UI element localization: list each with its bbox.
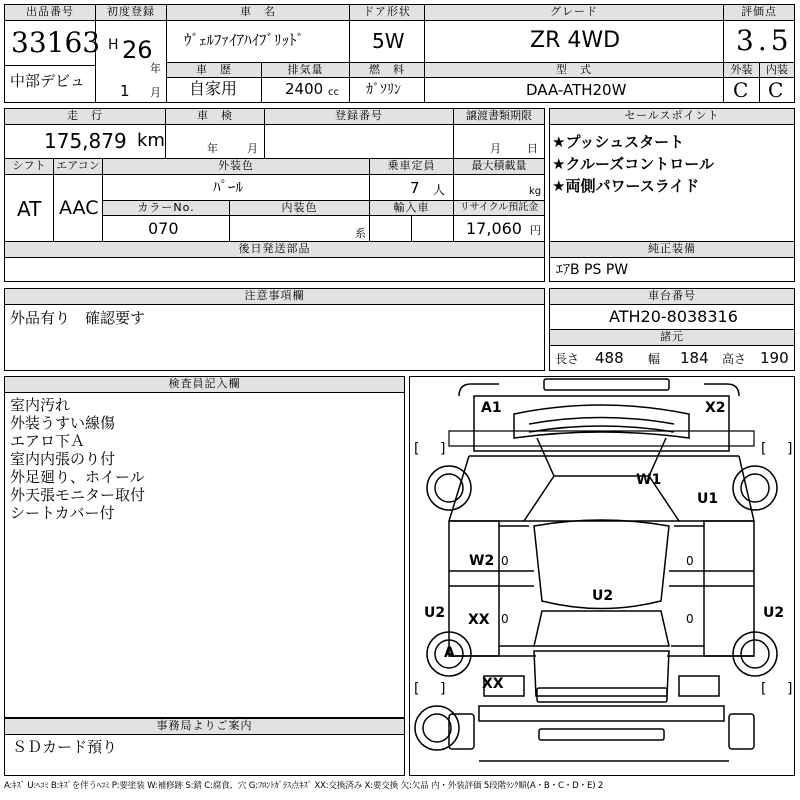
registration-number-cell [264, 124, 454, 159]
zero-mark-2: 0 [686, 554, 694, 568]
lot-number-label: 出品番号 [4, 4, 96, 21]
doors-label: ドア形状 [349, 4, 425, 21]
damage-mark-x2: X2 [705, 400, 726, 416]
length-label: 長さ [555, 352, 580, 366]
aircon: AAC [59, 197, 99, 219]
mileage: 175,879 [44, 129, 127, 153]
exterior-score-label: 外装 [723, 62, 760, 78]
doors: 5W [372, 29, 405, 53]
import-cell-right [411, 215, 454, 242]
registration-month: 1 [120, 82, 130, 100]
office-label: 事務局よりご案内 [4, 718, 405, 735]
car-body-outline [449, 379, 754, 761]
inspector-note-line: エアロ下Ａ [10, 432, 86, 450]
exterior-color-label: 外装色 [102, 158, 370, 175]
interior-color-cell [229, 215, 370, 242]
inspector-note-line: シートカバー付 [10, 504, 115, 522]
bracket-close-1: ] [440, 441, 446, 457]
interior-color-unit: 系 [355, 227, 366, 240]
zero-mark-3: 0 [501, 612, 509, 626]
displacement: 2400 [285, 80, 324, 98]
interior-color-label: 内装色 [229, 200, 370, 216]
era: H [108, 37, 119, 53]
exterior-color: ﾊﾟｰﾙ [213, 178, 244, 196]
car-outline-diagram [409, 376, 795, 776]
mileage-label: 走 行 [4, 108, 166, 125]
bracket-close-2: ] [787, 441, 793, 457]
shift: AT [17, 197, 42, 221]
sales-point-item: ★プッシュスタート [552, 133, 685, 151]
width: 184 [680, 349, 709, 367]
lot-number: 33163 [11, 26, 101, 59]
wheel-rear-right [733, 632, 777, 676]
color-number-label: カラーNo. [102, 200, 230, 216]
displacement-label: 排気量 [261, 62, 350, 78]
damage-mark-xx-lower: XX [482, 676, 504, 692]
equipment: ｴｱB PS PW [556, 262, 629, 278]
capacity-unit: 人 [433, 183, 446, 197]
fuel-label: 燃 料 [349, 62, 425, 78]
height-label: 高さ [722, 352, 747, 366]
height: 190 [760, 349, 789, 367]
inspector-label: 検査員記入欄 [4, 376, 405, 393]
inspector-note-line: 室内汚れ [10, 396, 71, 414]
fuel: ｶﾞｿﾘﾝ [366, 82, 401, 98]
model-code-label: 型 式 [424, 62, 724, 78]
zero-mark-1: 0 [501, 554, 509, 568]
inspector-note-line: 室内内張のり付 [10, 450, 116, 468]
inspector-notes [10, 396, 145, 522]
history: 自家用 [189, 79, 238, 98]
inspection-month-unit: 月 [247, 142, 258, 155]
wheel-front-right [733, 466, 777, 510]
car-name-label: 車 名 [166, 4, 350, 21]
damage-mark-u1: U1 [697, 491, 719, 507]
zero-mark-4: 0 [686, 612, 694, 626]
notes: 外品有り 確認要す [10, 309, 146, 327]
car-name: ｳﾞｪﾙﾌｧｲｱﾊｲﾌﾞﾘｯﾄﾞ [184, 31, 305, 49]
bracket-open-4: [ [761, 681, 767, 697]
transfer-month-unit: 月 [490, 142, 501, 155]
grade-label: グレード [424, 4, 724, 21]
debut-text: 中部デビュ [10, 72, 86, 90]
overall-score: 3.5 [736, 24, 793, 57]
recycle-label: リサイクル預託金 [453, 200, 545, 216]
bracket-open-3: [ [414, 681, 420, 697]
max-load-label: 最大積載量 [453, 158, 545, 175]
transfer-deadline-label: 譲渡書類期限 [453, 108, 545, 125]
damage-mark-u2-right: U2 [763, 605, 785, 621]
damage-mark-xx-upper: XX [468, 612, 490, 628]
chassis-number: ATH20-8038316 [609, 307, 738, 326]
inspection-label: 車 検 [165, 108, 265, 125]
registration-year: 26 [122, 36, 153, 64]
damage-mark-w1: W1 [636, 472, 662, 488]
damage-mark-w2: W2 [469, 553, 495, 569]
transfer-day-unit: 日 [527, 142, 538, 155]
bracket-close-3: ] [440, 681, 446, 697]
chassis-label: 車台番号 [549, 288, 795, 305]
inspection-year-unit: 年 [207, 142, 218, 155]
year-unit: 年 [150, 62, 161, 75]
wheel-front-left [427, 466, 471, 510]
later-parts-cell [4, 257, 545, 282]
inspector-note-line: 外足廻り、ホイール [10, 468, 145, 486]
max-load-unit: kg [529, 186, 542, 197]
capacity-label: 乗車定員 [369, 158, 454, 175]
recycle-unit: 円 [530, 224, 541, 237]
inspector-note-line: 外装うすい線傷 [10, 414, 116, 432]
width-label: 幅 [648, 352, 661, 366]
notes-label: 注意事項欄 [4, 288, 545, 305]
damage-mark-a-wheel: A [444, 645, 455, 661]
sales-points-label: セールスポイント [549, 108, 795, 125]
sales-point-item: ★クルーズコントロール [552, 155, 714, 173]
damage-mark-u2-center: U2 [592, 588, 614, 604]
spare-wheel [415, 706, 459, 750]
capacity: 7 [410, 179, 420, 197]
model-code: DAA-ATH20W [526, 81, 627, 99]
length: 488 [595, 349, 624, 367]
sales-point-item: ★両側パワースライド [552, 177, 700, 195]
dimensions-label: 諸元 [549, 329, 795, 346]
damage-mark-a1: A1 [481, 400, 502, 416]
office-note: ＳＤカード預り [12, 738, 118, 756]
history-label: 車 歴 [166, 62, 262, 78]
bracket-open-2: [ [761, 441, 767, 457]
import-label: 輸入車 [369, 200, 454, 216]
inspector-note-line: 外天張モニター取付 [10, 486, 146, 504]
legend: A:ｷｽﾞ U:ﾍｺﾐ B:ｷｽﾞを伴うﾍｺﾐ P:要塗装 W:補修跡 S:錆 C:腐食、穴 G:ﾌﾛﾝﾄｶﾞﾗｽ点ｷｽﾞ XX:交換済み X:要交換 欠:欠品 内・外装評価 5段階ﾗﾝｸ順(A・B・C・D・E) 2 [4, 781, 604, 791]
interior-score: C [768, 78, 784, 102]
score-label: 評価点 [723, 4, 795, 21]
recycle-deposit: 17,060 [466, 219, 522, 238]
mileage-unit: km [137, 130, 165, 151]
import-cell-left [369, 215, 412, 242]
bracket-close-4: ] [787, 681, 793, 697]
exterior-score: C [733, 78, 749, 102]
registration-number-label: 登録番号 [264, 108, 454, 125]
dimensions-cell [549, 345, 795, 371]
first-registration-label: 初度登録 [95, 4, 167, 21]
shift-label: シフト [4, 158, 54, 175]
grade: ZR 4WD [530, 28, 621, 53]
interior-score-label: 内装 [759, 62, 795, 78]
displacement-unit: cc [328, 87, 339, 98]
bracket-open-1: [ [414, 441, 420, 457]
equipment-label: 純正装備 [549, 241, 795, 258]
later-parts-label: 後日発送部品 [4, 241, 545, 258]
aircon-label: エアコン [53, 158, 103, 175]
sales-points-list [552, 131, 714, 197]
damage-mark-u2-left: U2 [424, 605, 446, 621]
color-number: 070 [148, 219, 179, 238]
month-unit: 月 [150, 86, 161, 99]
